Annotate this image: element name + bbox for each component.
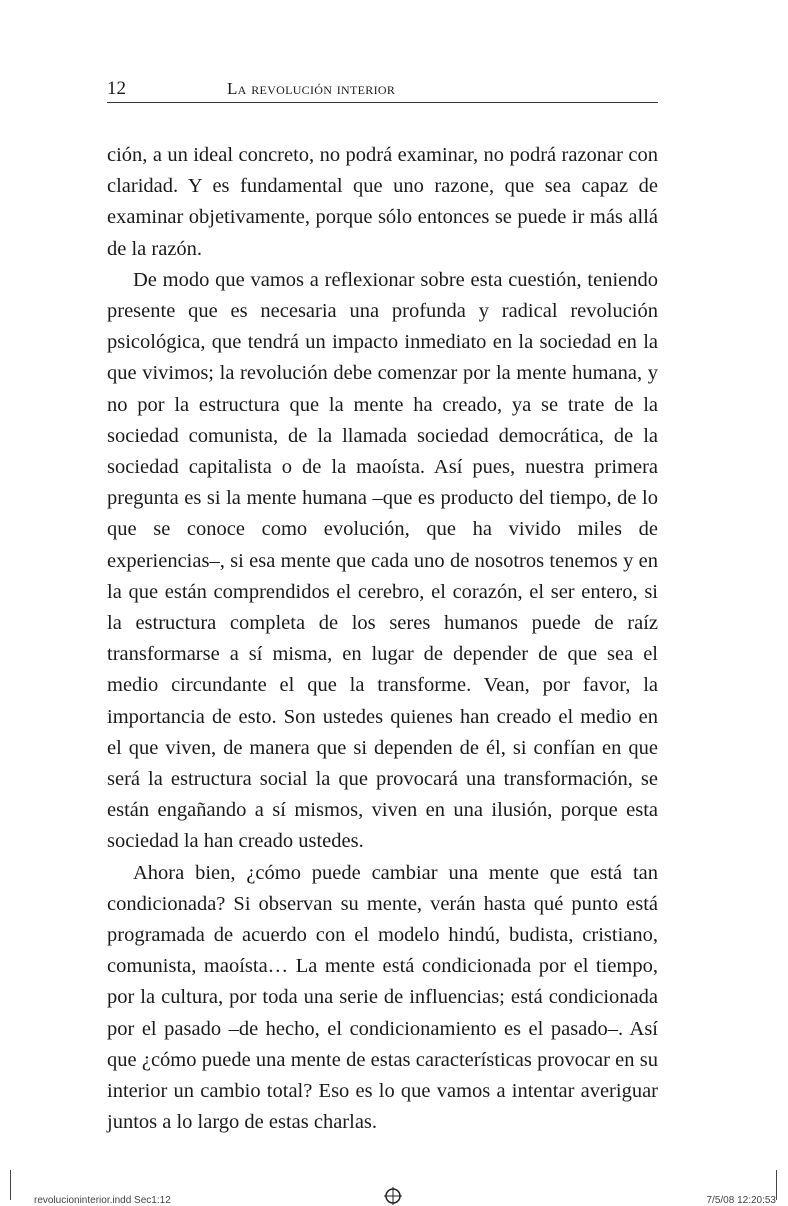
body-text — [107, 140, 658, 1139]
running-header — [107, 76, 658, 103]
crop-mark-right — [776, 1170, 777, 1200]
paragraph-conditioned-mind: Ahora bien, ¿cómo puede cambiar una mente que está tan condicionada? Si observan su mente, verán hasta qué punto está programada de acuerdo con el modelo hindú, budista, cristiano, comunista, maoísta… La mente está condicionada por el tiempo, por la cultura, por toda una serie de influencias; está condicionada por el pasado –de hecho, el condicionamiento es el pasado–. Así que ¿cómo puede una mente de estas características provocar en su interior un cambio total? Eso es lo que vamos a intentar averiguar juntos a lo largo de estas charlas. — [107, 861, 658, 1134]
crop-mark-left — [10, 1170, 11, 1200]
paragraph-reflection: De modo que vamos a reflexionar sobre esta cuestión, teniendo presente que es necesaria una profunda y radical revolución psicológica, que tendrá un impacto inmediato en la sociedad en la que vivimos; la revolución debe comenzar por la mente humana, y no por la estructura que la mente ha creado, ya se trate de la sociedad comunista, de la llamada sociedad democrática, de la sociedad capitalista o de la maoísta. Así pues, nuestra primera pregunta es si la mente humana –que es producto del tiempo, de lo que se conoce como evolución, que ha vivido miles de experiencias–, si esa mente que cada uno de nosotros tenemos y en la que están comprendidos el cerebro, el corazón, el ser entero, si la estructura completa de los seres humanos puede de raíz transformarse a sí misma, en lugar de depender de que sea el medio circundante el que la transforme. Vean, por favor, la importancia de esto. Son ustedes quienes han creado el medio en el que viven, de manera que si dependen de él, si confían en que será la estructura social la que provocará una transformación, se están engañando a sí mismos, viven en una ilusión, porque esta sociedad la han creado ustedes. — [107, 268, 658, 853]
registration-mark-icon — [384, 1187, 402, 1205]
running-title: La revolución interior — [227, 79, 396, 98]
slug-file: revolucioninterior.indd Sec1:12 — [34, 1195, 171, 1206]
slug-date: 7/5/08 12:20:53 — [706, 1195, 776, 1206]
paragraph-continued: ción, a un ideal concreto, no podrá examinar, no podrá razonar con claridad. Y es fundamental que uno razone, que sea capaz de examinar objetivamente, porque sólo entonces se puede ir más allá de la razón. — [107, 144, 658, 260]
page-number: 12 — [107, 78, 126, 99]
